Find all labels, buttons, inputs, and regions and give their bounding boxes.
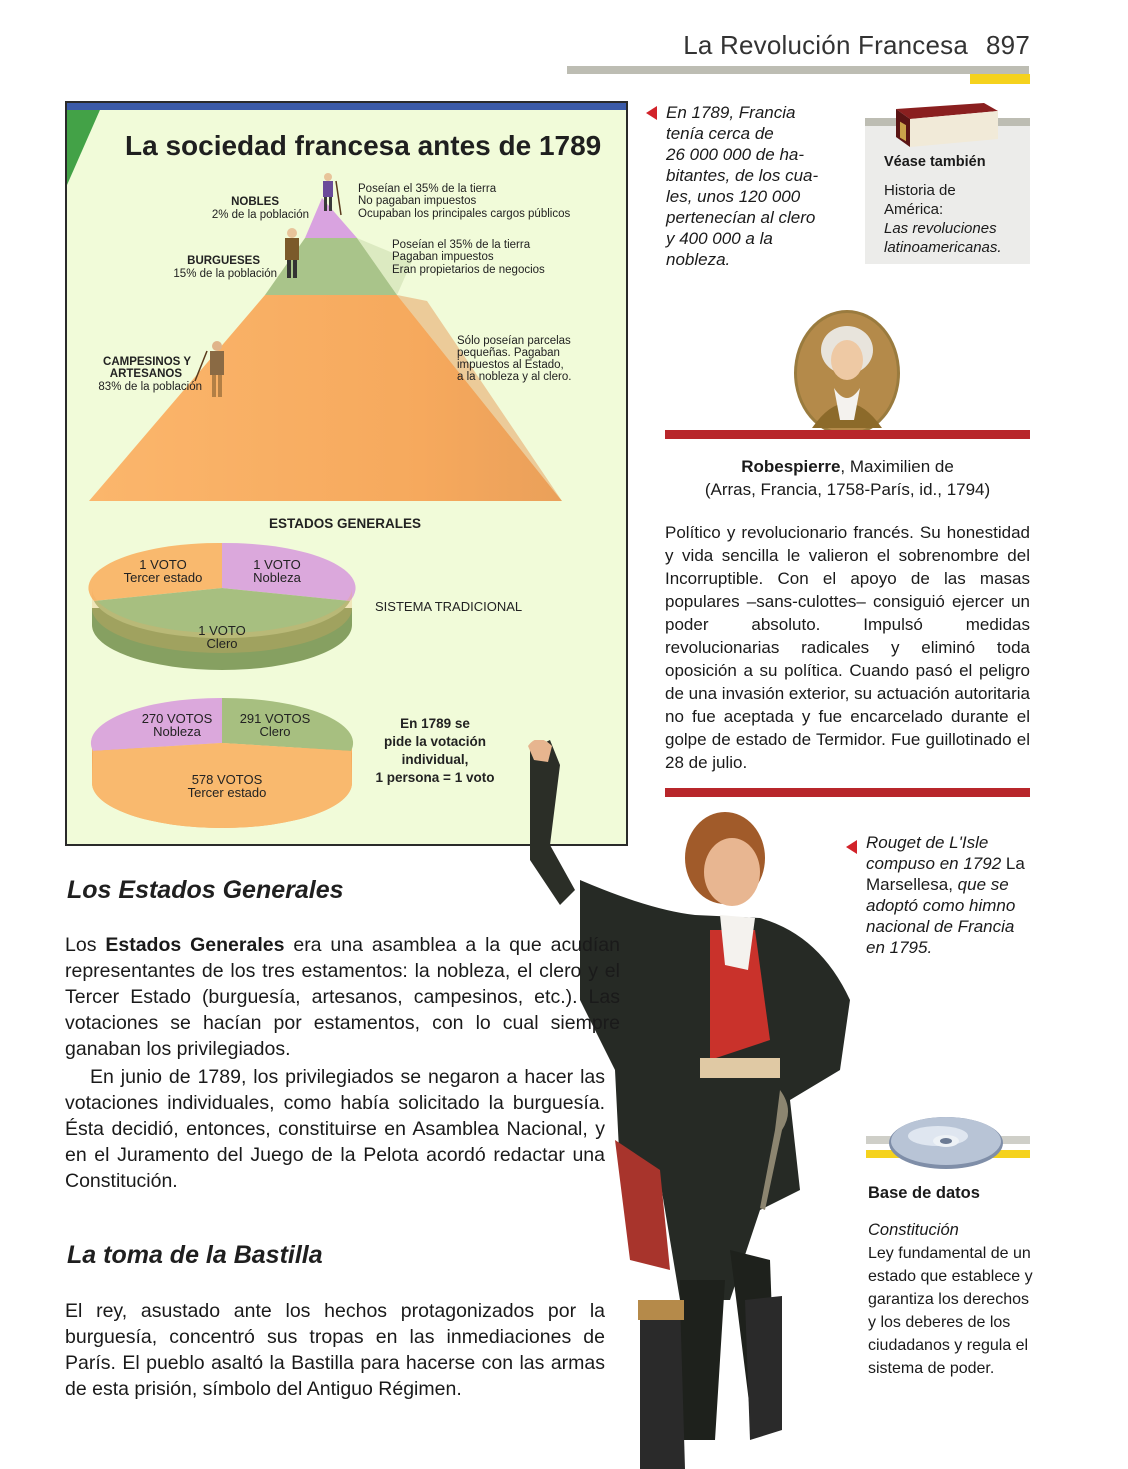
paragraph-estados-2: En junio de 1789, los privilegiados se negaron a hacer las votaciones individuales, como había solicitado la burguesía. Ésta decidió, entonces, constituirse en Asamblea Nacional, y en el Juramento del Juego de la Pelota acordó redactar una Constitución.: [65, 1066, 605, 1192]
nobles-share: 2% de la población: [211, 209, 309, 221]
note-line: En 1789, Francia: [666, 103, 796, 122]
header-accent: [970, 74, 1030, 84]
running-header: [560, 30, 1030, 61]
cd-icon: [886, 1114, 1006, 1172]
term-estados-generales: Estados Generales: [105, 934, 285, 956]
robespierre-portrait: [792, 308, 902, 438]
base-datos-definition: Ley fundamental de un estado que establece y garantiza los derechos y los deberes de los ciudadanos y regula el sistema de poder.: [868, 1245, 1033, 1377]
note-rouget: [866, 832, 1031, 958]
burgueses-label: BURGUESES: [187, 255, 260, 267]
paragraph-bastilla: El rey, asustado ante los hechos protagonizados por la burguesía, concentró sus tropas en las inmediaciones de París. El pueblo asaltó la Bastilla para hacerse con las armas de esta prisión, símbolo del Antiguo Régimen.: [65, 1300, 605, 1400]
text-run: era una asamblea a la que acudían representantes de los tres estamentos: la nobleza, el clero y el Tercer Estado (burguesía, artesanos, campesinos, etc.). Las votaciones se hacían por estamentos, con lo cual siempre ganaban los privilegiados.: [65, 934, 620, 1060]
vease-line: América:: [884, 201, 944, 218]
robespierre-heading: [665, 455, 1030, 501]
note-line: y 400 000 a la: [666, 229, 773, 248]
pie2-clero-name: Clero: [259, 724, 291, 739]
rouget-italic-1: Rouget de L'Isle compuso en 1792: [866, 833, 1002, 873]
burgueses-note-2: Pagaban impuestos: [392, 251, 494, 263]
note-line: tenía cerca de: [666, 124, 774, 143]
campesinos-note-1: Sólo poseían parcelas: [457, 335, 571, 347]
campesinos-note-4: a la nobleza y al clero.: [457, 371, 572, 383]
paragraph-estados-1: [65, 932, 620, 1062]
pie2-tercer-votes: 578 VOTOS: [191, 772, 263, 787]
corner-triangle: [67, 103, 103, 185]
pie1-tercer-votes: 1 VOTO: [139, 557, 187, 572]
vease-line: Historia de: [884, 182, 956, 199]
campesinos-share: 83% de la población: [98, 381, 202, 393]
note-line: les, unos 120 000: [666, 187, 801, 206]
robespierre-name: Robespierre: [741, 457, 841, 476]
note-line: nobleza.: [666, 250, 731, 269]
book-icon: [892, 103, 1002, 151]
campesinos-label-1: CAMPESINOS Y: [103, 356, 191, 368]
campesinos-note-3: impuestos al Estado,: [457, 359, 564, 371]
note-line: pertenecían al clero: [666, 208, 816, 227]
base-datos-title: Base de datos: [868, 1184, 980, 1202]
base-datos-term: Constitución: [868, 1221, 959, 1239]
infographic-svg: [67, 103, 628, 846]
infographic-title: La sociedad francesa antes de 1789: [125, 130, 602, 161]
rouget-song: La Marsellesa,: [866, 854, 1025, 894]
header-rule: [567, 66, 1029, 74]
pie-1789: [91, 698, 353, 828]
burgueses-note-3: Eran propietarios de negocios: [392, 264, 545, 276]
infographic-top-bar: [67, 103, 628, 110]
vease-title: Véase también: [884, 154, 986, 170]
pie1-nobleza-name: Nobleza: [253, 570, 301, 585]
vease-link[interactable]: [884, 181, 956, 219]
robespierre-rule-top: [665, 430, 1030, 439]
text-run: Los: [65, 934, 106, 956]
pie2-nobleza-name: Nobleza: [153, 724, 201, 739]
robespierre-bio: Político y revolucionario francés. Su honestidad y vida sencilla le valieron el sobrenombre del Incorruptible. Con el apoyo de las masas populares –sans-culottes– consiguió ejercer un poder absoluto. Impulsó medidas revolucionarias radicales y eliminó toda oposición a su política. Cuando pasó el peligro de una invasión exterior, su actuación autoritaria no fue aceptada y fue encarcelado durante el golpe de estado de Termidor. Fue guillotinado el 28 de julio.: [665, 523, 1030, 772]
estados-generales-title: ESTADOS GENERALES: [268, 516, 422, 531]
sistema-tradicional-label: SISTEMA TRADICIONAL: [375, 599, 523, 614]
votacion-line-3: individual,: [401, 752, 469, 767]
section-heading-bastilla: La toma de la Bastilla: [67, 1241, 323, 1269]
note-line: 26 000 000 de ha-: [666, 145, 805, 164]
pie2-clero-votes: 291 VOTOS: [239, 711, 311, 726]
header-title: La Revolución Francesa: [683, 30, 969, 60]
pie1-clero-votes: 1 VOTO: [198, 623, 246, 638]
pie1-nobleza-votes: 1 VOTO: [253, 557, 301, 572]
pie2-nobleza-votes: 270 VOTOS: [141, 711, 213, 726]
note-line: bitantes, de los cua-: [666, 166, 819, 185]
votacion-line-1: En 1789 se: [400, 716, 470, 731]
robespierre-given-name: , Maximilien de: [840, 457, 954, 476]
campesinos-note-2: pequeñas. Pagaban: [457, 347, 560, 359]
rouget-italic-2: que se adoptó como himno nacional de Francia en 1795.: [866, 875, 1016, 957]
page-number: 897: [986, 30, 1030, 60]
infographic-panel: [65, 101, 628, 846]
votacion-line-2: pide la votación: [383, 734, 487, 749]
pie1-tercer-name: Tercer estado: [123, 570, 203, 585]
nobles-note-2: No pagaban impuestos: [358, 195, 477, 207]
note-marker-icon: [646, 106, 657, 120]
nobles-note-1: Poseían el 35% de la tierra: [358, 183, 497, 195]
burgueses-note-1: Poseían el 35% de la tierra: [392, 239, 531, 251]
vease-italic-link[interactable]: Las revoluciones latinoamericanas.: [884, 220, 1002, 256]
pie2-tercer-name: Tercer estado: [187, 785, 267, 800]
section-heading-estados: Los Estados Generales: [67, 876, 344, 904]
robespierre-dates: (Arras, Francia, 1758-París, id., 1794): [704, 480, 991, 499]
noble-figure-icon: [323, 173, 341, 215]
votacion-line-4: 1 persona = 1 voto: [375, 770, 495, 785]
pie1-clero-name: Clero: [206, 636, 238, 651]
campesinos-label-2: ARTESANOS: [109, 368, 182, 380]
burgueses-share: 15% de la población: [173, 268, 277, 280]
note-poblacion-1789: [666, 102, 841, 270]
nobles-note-3: Ocupaban los principales cargos públicos: [358, 208, 571, 220]
note-marker-icon: [846, 840, 857, 854]
nobles-label: NOBLES: [231, 196, 279, 208]
